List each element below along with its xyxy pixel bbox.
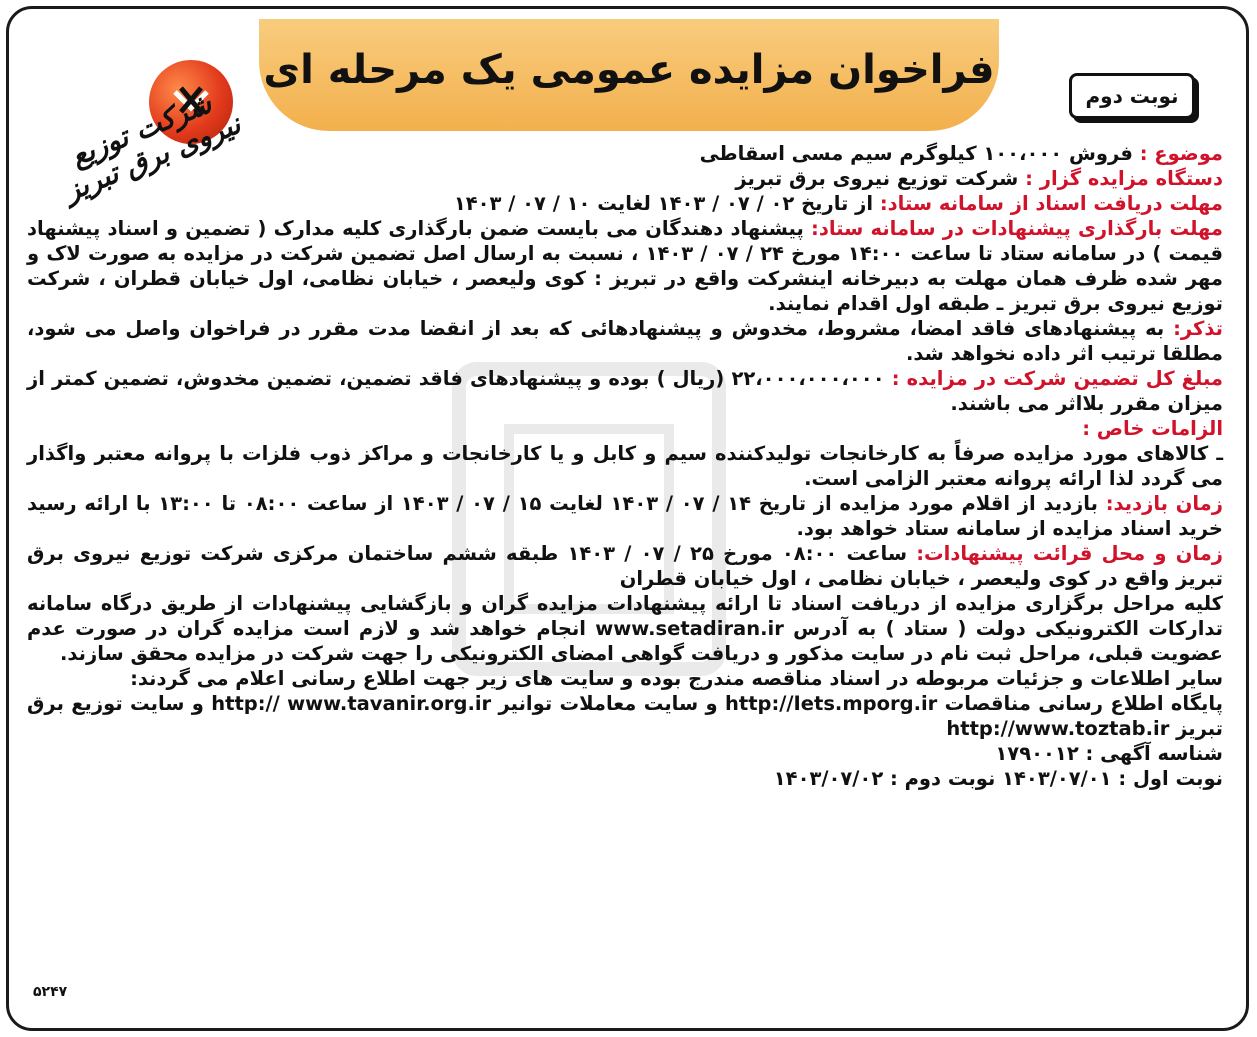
- guarantee-line: [27, 366, 1223, 416]
- organizer-line: [27, 166, 1223, 191]
- requirements-text: ـ کالاهای مورد مزایده صرفاً به کارخانجات تولیدکننده سیم و کابل و یا کارخانجات و مراکز ذوب فلزات با پروانه معتبر واگذار می گردد لذا ارائه پروانه معتبر الزامی است.: [27, 442, 1223, 490]
- organizer-text: شرکت توزیع نیروی برق تبریز: [735, 167, 1019, 190]
- announcement-body: [27, 141, 1223, 791]
- subject-text: فروش ۱۰۰،۰۰۰ کیلوگرم سیم مسی اسقاطی: [699, 142, 1133, 165]
- portal-text-3: و سایت توزیع برق تبریز: [27, 692, 1223, 740]
- portal-text-1: پایگاه اطلاع رسانی مناقصات: [944, 692, 1223, 715]
- subject-label: موضوع :: [1139, 142, 1223, 165]
- docs-deadline-text: از تاریخ ۰۲ / ۰۷ / ۱۴۰۳ لغایت ۱۰ / ۰۷ / ۱۴۰۳: [453, 192, 874, 215]
- guarantee-text: ۲۲،۰۰۰،۰۰۰،۰۰۰ (ریال ) بوده و پیشنهادهای فاقد تضمین، تضمین مخدوش، تضمین کمتر از میزان مقرر بلااثر می باشند.: [27, 367, 1223, 415]
- subject-line: [27, 141, 1223, 166]
- logo-text: شرکت توزیع نیروی برق تبریز: [59, 86, 246, 208]
- announcement-frame: [6, 6, 1249, 1031]
- info-text: سایر اطلاعات و جزئیات مربوطه در اسناد مناقصه مندرج بوده و سایت های زیر جهت اطلاع رسانی اعلام می گردند:: [130, 667, 1223, 690]
- upload-deadline-text: پیشنهاد دهندگان می بایست ضمن بارگذاری کلیه مدارک ( تضمین و اسناد پیشنهاد قیمت ) در سامانه ستاد تا ساعت ۱۴:۰۰ مورخ ۲۴ / ۰۷ / ۱۴۰۳ ، نسبت به ارسال اصل تضمین شرکت در مزایده به صورت لاک و مهر شده ظرف همان مهلت به دبیرخانه اینشرکت واقع در تبریز : کوی ولیعصر ، خیابان نظامی، اول خیابان قطران ، شرکت توزیع نیروی برق تبریز ـ طبقه اول اقدام نمایند.: [27, 217, 1223, 315]
- tavanir-link[interactable]: http:// www.tavanir.org.ir: [211, 692, 492, 715]
- reminder-line: [27, 316, 1223, 366]
- opening-line: [27, 541, 1223, 591]
- portals-line: [27, 691, 1223, 741]
- organizer-label: دستگاه مزایده گزار :: [1025, 167, 1223, 190]
- requirements-label: الزامات خاص :: [1082, 417, 1223, 440]
- upload-deadline-label: مهلت بارگذاری پیشنهادات در سامانه ستاد:: [811, 217, 1223, 240]
- info-line: [27, 666, 1223, 691]
- reminder-text: به پیشنهادهای فاقد امضا، مشروط، مخدوش و پیشنهادهائی که بعد از انقضا مدت مقرر در فراخوان واصل می شود، مطلقا ترتیب اثر داده نخواهد شد.: [27, 317, 1223, 365]
- visit-text: بازدید از اقلام مورد مزایده از تاریخ ۱۴ / ۰۷ / ۱۴۰۳ لغایت ۱۵ / ۰۷ / ۱۴۰۳ از ساعت ۰۸:۰۰ تا ۱۳:۰۰ با ارائه رسید خرید اسناد مزایده از سامانه ستاد خواهد بود.: [27, 492, 1223, 540]
- setadiran-link[interactable]: www.setadiran.ir: [595, 617, 784, 640]
- guarantee-label: مبلغ کل تضمین شرکت در مزایده :: [891, 367, 1223, 390]
- docs-deadline-line: [27, 191, 1223, 216]
- mporg-link[interactable]: http://Iets.mporg.ir: [724, 692, 938, 715]
- reminder-label: تذکر:: [1173, 317, 1223, 340]
- ad-id: شناسه آگهی : ۱۷۹۰۰۱۲: [995, 742, 1223, 765]
- stages-text-2: انجام خواهد شد و لازم است مزایده گران در صورت عدم عضویت قبلی، مراحل ثبت نام در سایت مذکور و دریافت گواهی امضای الکترونیکی را جهت شرکت در مزایده محقق سازند.: [27, 617, 1223, 665]
- opening-label: زمان و محل قرائت پیشنهادات:: [916, 542, 1224, 565]
- stages-line: [27, 591, 1223, 666]
- toztab-link[interactable]: http://www.toztab.ir: [946, 717, 1170, 740]
- ad-id-line: [27, 741, 1223, 766]
- page-title: فراخوان مزایده عمومی یک مرحله ای: [263, 47, 995, 93]
- publish-dates: نوبت اول : ۱۴۰۳/۰۷/۰۱ نوبت دوم : ۱۴۰۳/۰۷/۰۲: [773, 767, 1223, 790]
- opening-text: ساعت ۰۸:۰۰ مورخ ۲۵ / ۰۷ / ۱۴۰۳ طبقه ششم ساختمان مرکزی شرکت توزیع نیروی برق تبریز واقع در کوی ولیعصر ، خیابان نظامی ، اول خیابان قطران: [27, 542, 1223, 590]
- visit-line: [27, 491, 1223, 541]
- requirements-line: [27, 441, 1223, 491]
- docs-deadline-label: مهلت دریافت اسناد از سامانه ستاد:: [879, 192, 1223, 215]
- visit-label: زمان بازدید:: [1105, 492, 1223, 515]
- round-badge: نوبت دوم: [1069, 73, 1195, 119]
- portal-text-2: و سایت معاملات توانیر: [498, 692, 718, 715]
- publish-dates-line: [27, 766, 1223, 791]
- upload-deadline-line: [27, 216, 1223, 316]
- stages-text-1: کلیه مراحل برگزاری مزایده از دریافت اسناد تا ارائه پیشنهادات مزایده گران و بازگشایی پیشنهادات از طریق درگاه سامانه تدارکات الکترونیکی دولت ( ستاد ) به آدرس: [27, 592, 1223, 640]
- requirements-title: [27, 416, 1223, 441]
- serial-number: ۵۲۴۷: [33, 984, 68, 1000]
